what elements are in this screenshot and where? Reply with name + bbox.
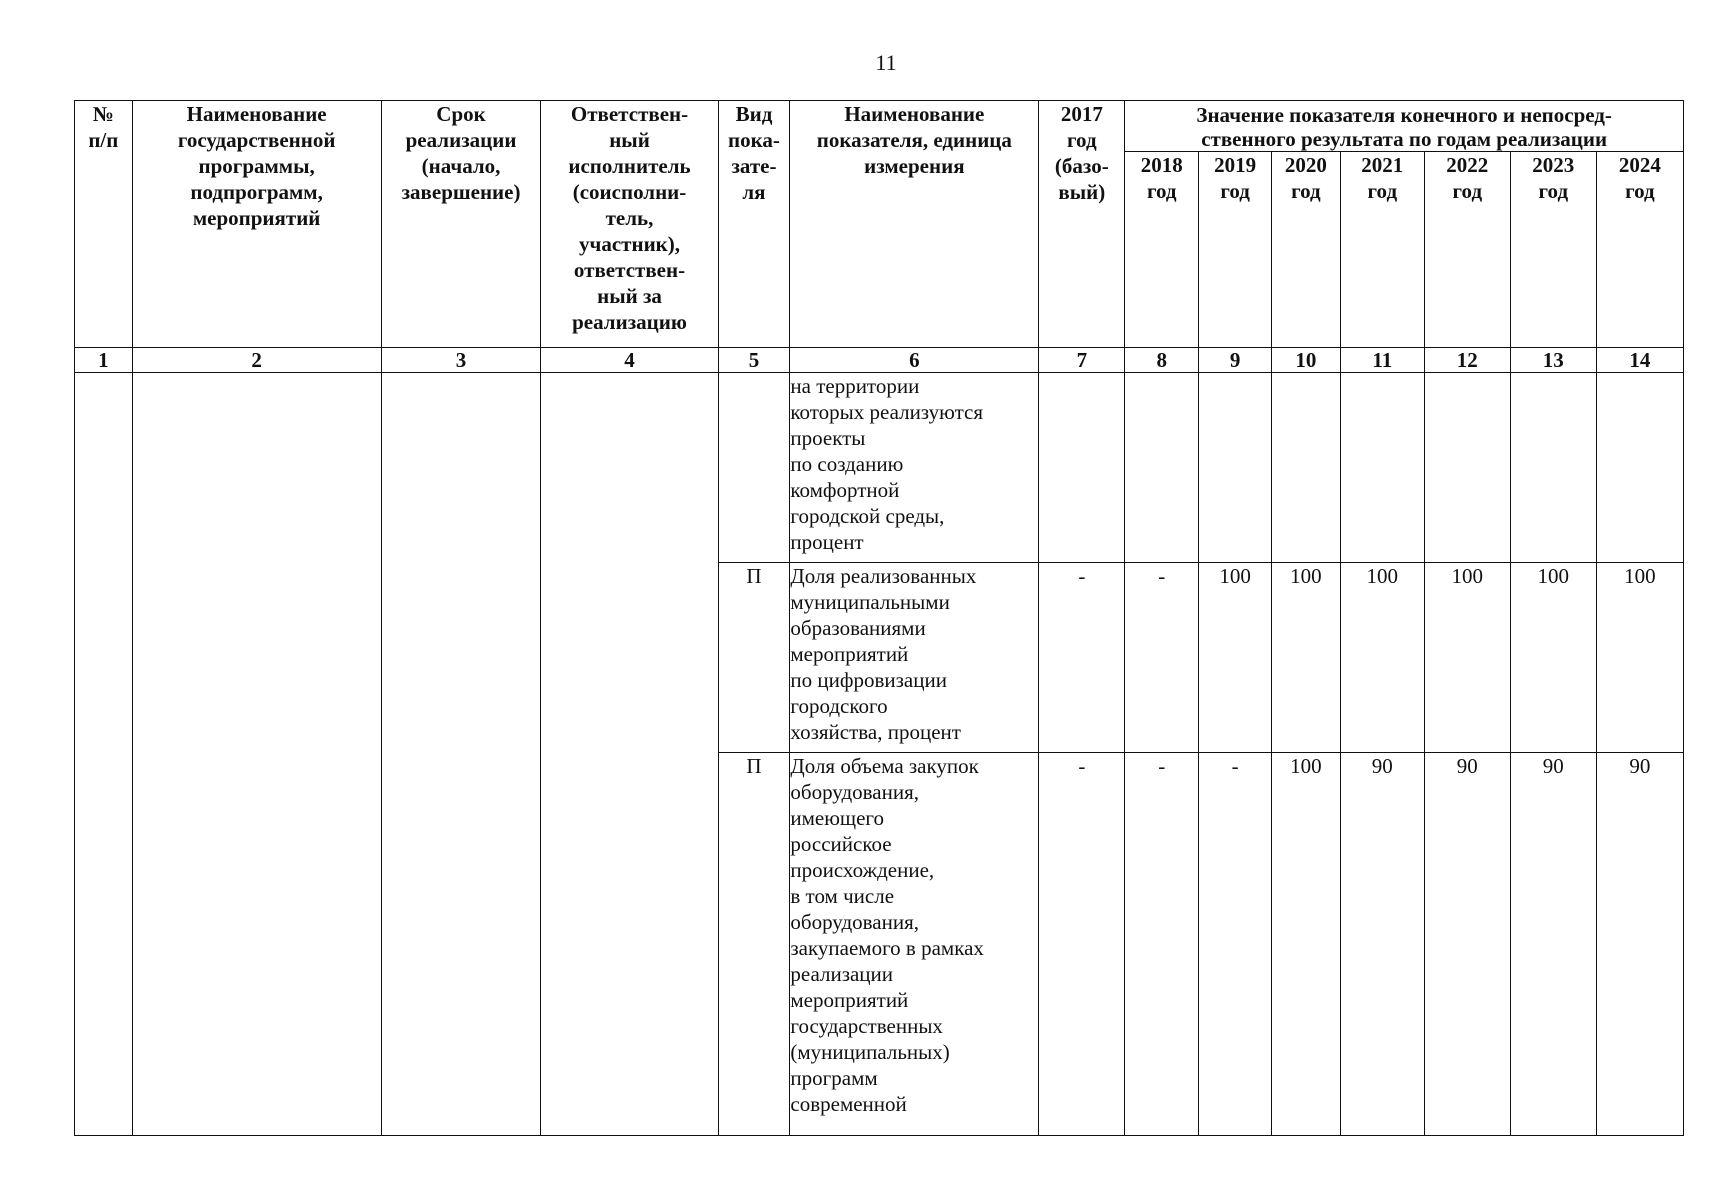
header-indicator-type: Вид пока- зате- ля xyxy=(718,101,790,348)
cell-value: - xyxy=(1125,753,1199,1136)
column-number: 11 xyxy=(1340,348,1424,373)
cell-value xyxy=(1199,373,1272,563)
cell-indicator-name: Доля реализованных муниципальными образованиями мероприятий по цифровизации городского хозяйства, процент xyxy=(790,563,1039,753)
cell-value: 100 xyxy=(1596,563,1683,753)
cell-value: 100 xyxy=(1340,563,1424,753)
cell-value: 90 xyxy=(1596,753,1683,1136)
cell-value xyxy=(1272,373,1341,563)
header-year-2019: 2019 год xyxy=(1199,152,1272,348)
cell-value: - xyxy=(1039,563,1125,753)
page-number: 11 xyxy=(875,50,897,75)
cell-value: 100 xyxy=(1272,563,1341,753)
column-number: 14 xyxy=(1596,348,1683,373)
table-row xyxy=(75,373,1684,563)
column-number: 5 xyxy=(718,348,790,373)
cell-value: 100 xyxy=(1272,753,1341,1136)
cell-number xyxy=(75,373,133,1136)
header-program-name: Наименование государственной программы, подпрограмм, мероприятий xyxy=(132,101,381,348)
cell-indicator-type: П xyxy=(718,563,790,753)
cell-value: 90 xyxy=(1340,753,1424,1136)
cell-value xyxy=(1125,373,1199,563)
header-term: Срок реализации (начало, завершение) xyxy=(381,101,541,348)
header-year-2018: 2018 год xyxy=(1125,152,1199,348)
cell-value xyxy=(1596,373,1683,563)
cell-value xyxy=(1510,373,1596,563)
cell-indicator-type: П xyxy=(718,753,790,1136)
header-year-2022: 2022 год xyxy=(1424,152,1510,348)
header-year-2021: 2021 год xyxy=(1340,152,1424,348)
cell-value: 100 xyxy=(1199,563,1272,753)
column-number: 9 xyxy=(1199,348,1272,373)
cell-value: - xyxy=(1039,753,1125,1136)
indicators-table xyxy=(74,100,1684,1136)
header-responsible: Ответствен- ный исполнитель (соисполни- тель, участник), ответствен- ный за реализацию xyxy=(541,101,718,348)
cell-value xyxy=(1340,373,1424,563)
column-number: 10 xyxy=(1272,348,1341,373)
cell-value: 90 xyxy=(1424,753,1510,1136)
column-number: 8 xyxy=(1125,348,1199,373)
cell-indicator-name: на территории которых реализуются проекты по созданию комфортной городской среды, процент xyxy=(790,373,1039,563)
header-year-2024: 2024 год xyxy=(1596,152,1683,348)
header-base-year: 2017 год (базо- вый) xyxy=(1039,101,1125,348)
cell-value: - xyxy=(1125,563,1199,753)
cell-indicator-type xyxy=(718,373,790,563)
header-indicator-name: Наименование показателя, единица измерения xyxy=(790,101,1039,348)
cell-indicator-name: Доля объема закупок оборудования, имеющего российское происхождение, в том числе оборудования, закупаемого в рамках реализации мероприятий государственных (муниципальных) программ современной xyxy=(790,753,1039,1136)
header-year-2020: 2020 год xyxy=(1272,152,1341,348)
cell-value xyxy=(1039,373,1125,563)
header-number: № п/п xyxy=(75,101,133,348)
cell-value xyxy=(1424,373,1510,563)
column-number: 2 xyxy=(132,348,381,373)
cell-program-name xyxy=(132,373,381,1136)
cell-value: - xyxy=(1199,753,1272,1136)
cell-value: 100 xyxy=(1424,563,1510,753)
header-year-2023: 2023 год xyxy=(1510,152,1596,348)
cell-term xyxy=(381,373,541,1136)
cell-value: 90 xyxy=(1510,753,1596,1136)
column-number: 4 xyxy=(541,348,718,373)
cell-responsible xyxy=(541,373,718,1136)
column-number: 12 xyxy=(1424,348,1510,373)
column-number: 1 xyxy=(75,348,133,373)
header-values-group: Значение показателя конечного и непосред- ственного результата по годам реализации xyxy=(1125,101,1684,152)
column-number: 7 xyxy=(1039,348,1125,373)
column-number: 3 xyxy=(381,348,541,373)
column-number: 6 xyxy=(790,348,1039,373)
column-number: 13 xyxy=(1510,348,1596,373)
column-numbers-row xyxy=(75,348,1684,373)
cell-value: 100 xyxy=(1510,563,1596,753)
